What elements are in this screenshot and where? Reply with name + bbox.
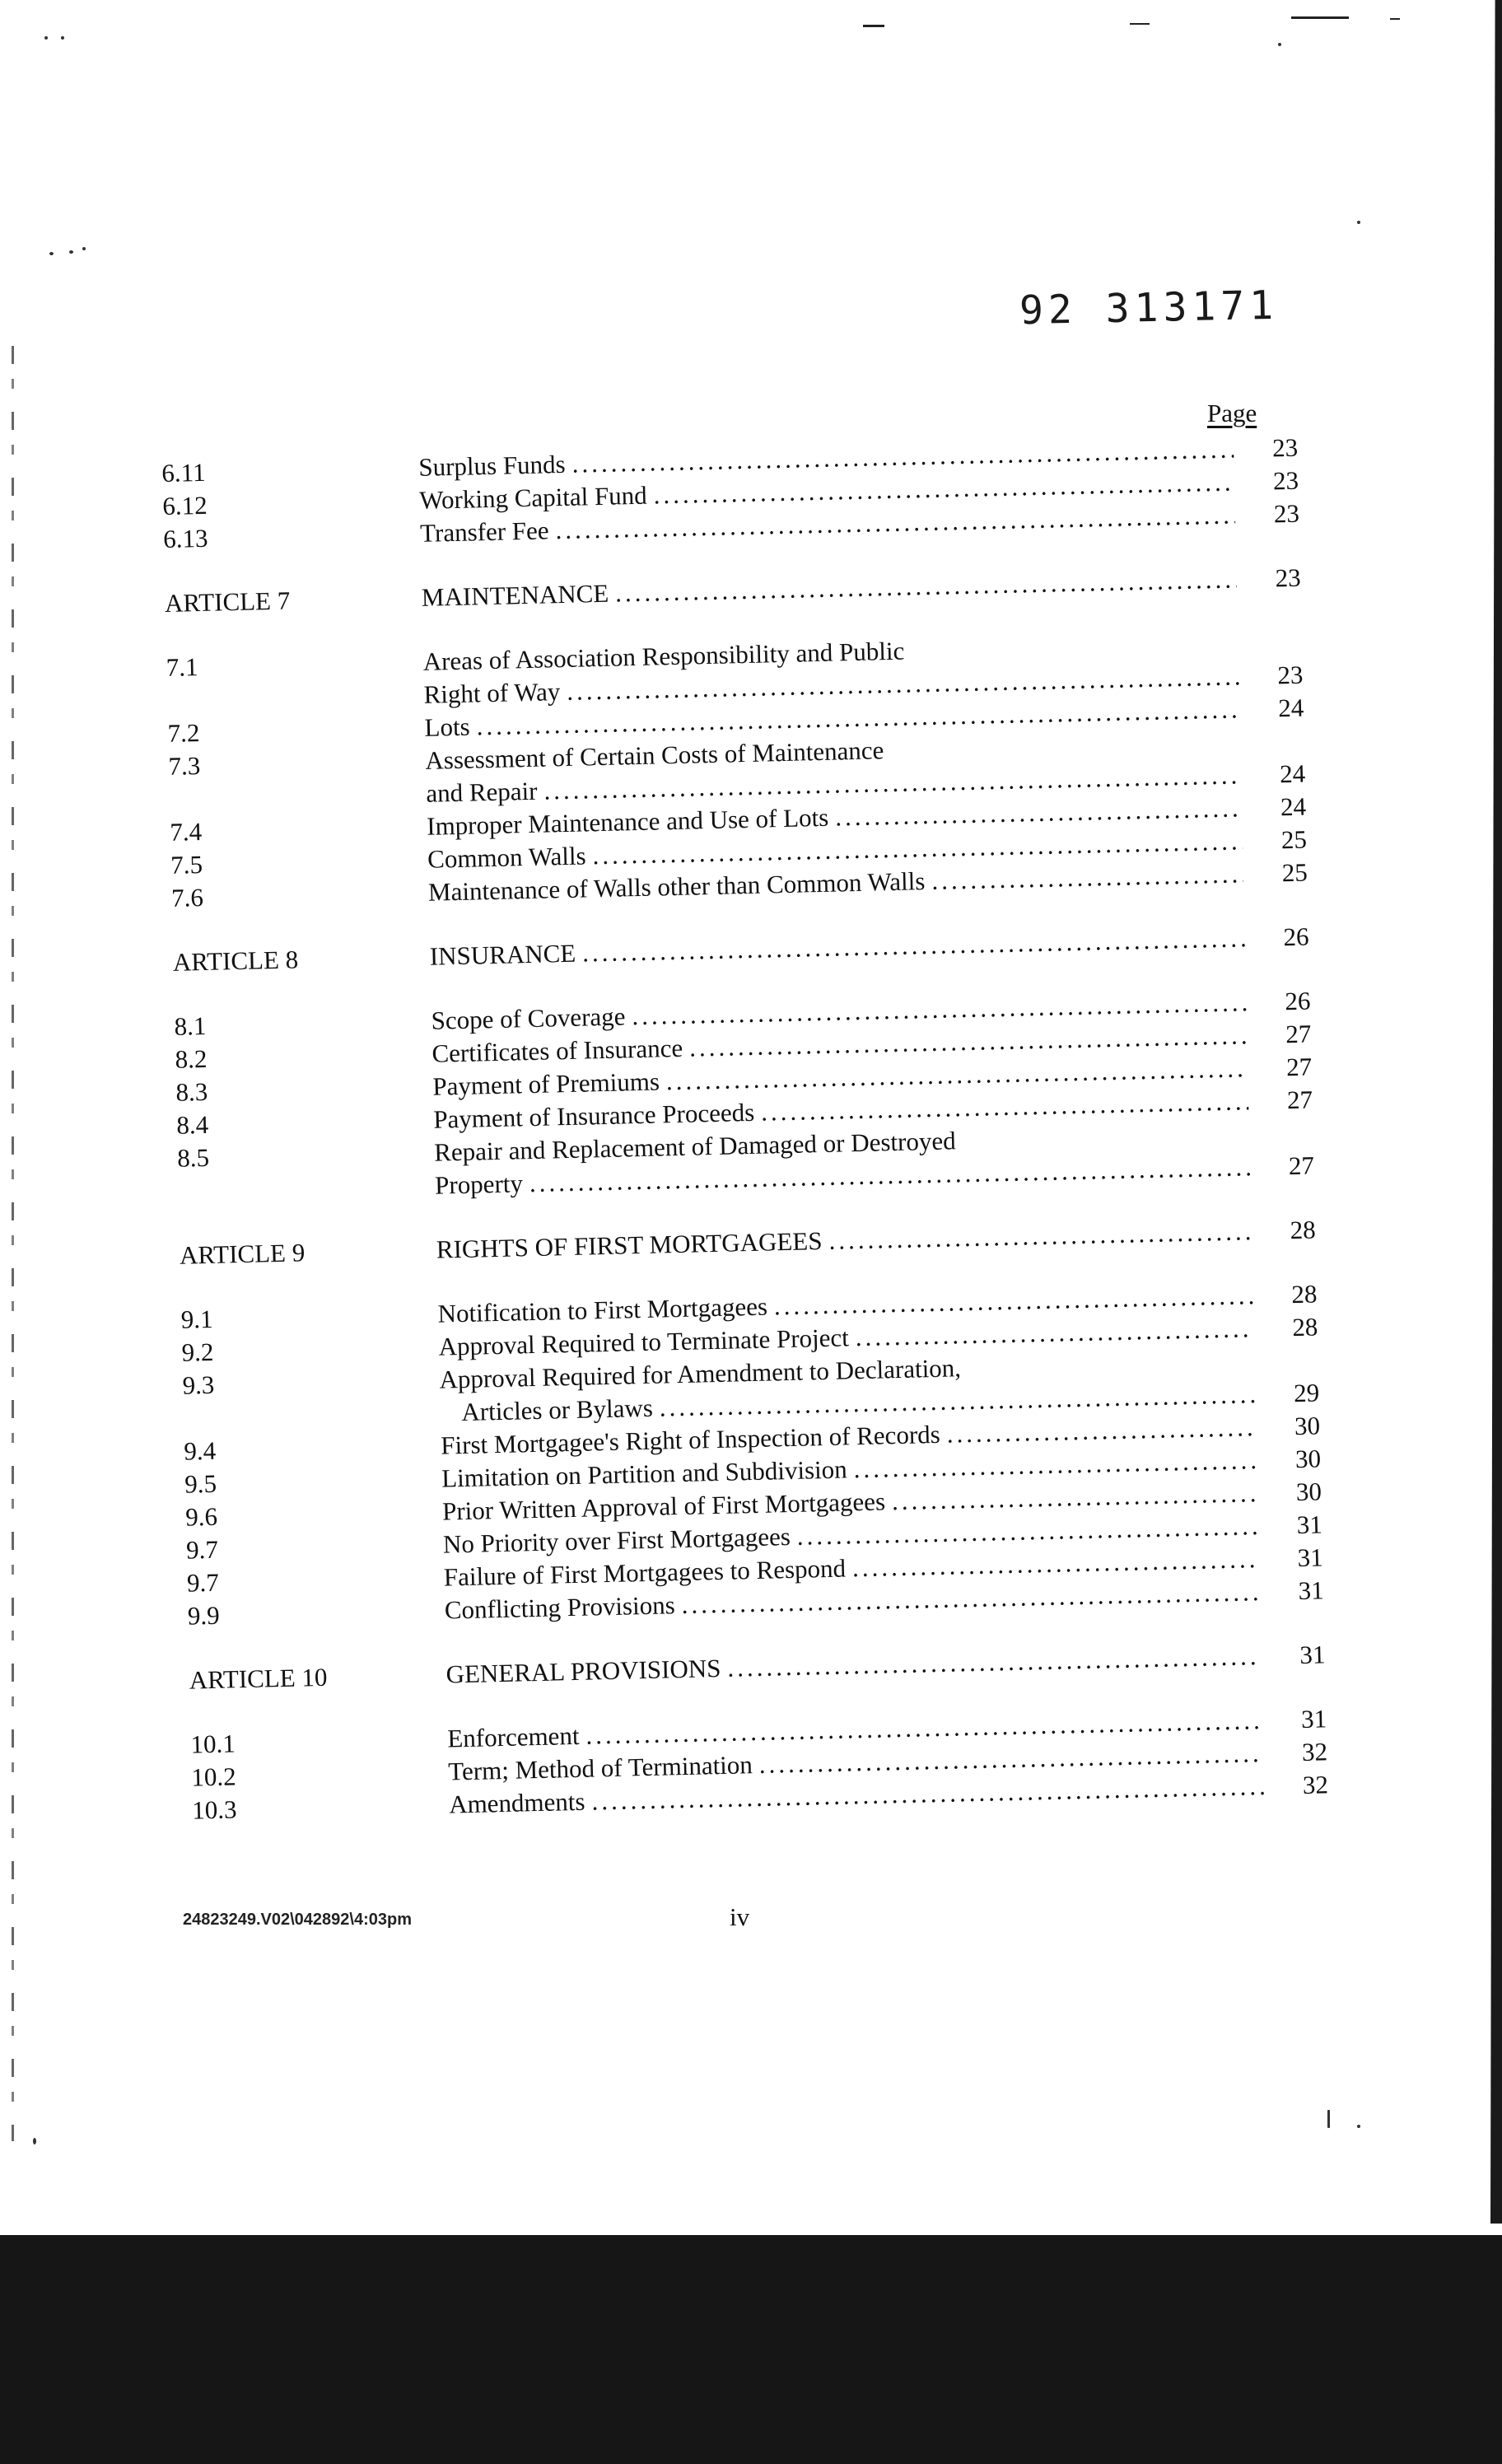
toc-entry-title: Limitation on Partition and Subdivision ..... (441, 1444, 1269, 1496)
toc-entry-page: 31 (1296, 1510, 1323, 1540)
toc-entry-page: 31 (1300, 1704, 1327, 1734)
toc-entry-page: 28 (1290, 1215, 1317, 1245)
scan-speck (1357, 2125, 1360, 2128)
toc-entry-title: Areas of Association Responsibility and Public (422, 636, 905, 676)
footer-page-number: iv (730, 1902, 750, 1931)
toc-entry-title: Maintenance of Walls other than Common Walls ..... (428, 857, 1256, 909)
toc-entry-title: Certificates of Insurance ..... (431, 1019, 1259, 1071)
toc-entry-page: 23 (1275, 562, 1302, 593)
toc-entry-number: 7.6 (170, 882, 204, 912)
toc-entry-number: 6.12 (161, 490, 208, 520)
toc-entry-title: Amendments ..... (449, 1770, 1276, 1822)
toc-entry-page: 31 (1297, 1542, 1324, 1573)
toc-entry-page: 26 (1284, 986, 1311, 1016)
footer-document-code: 24823249.V02\042892\4:03pm (183, 1911, 413, 1929)
toc-entry-number: 6.11 (161, 457, 206, 488)
scan-speck (82, 247, 86, 250)
scan-mark (1291, 16, 1349, 19)
toc-entry-title: Working Capital Fund ..... (419, 465, 1247, 517)
toc-entry-page: 27 (1288, 1150, 1315, 1181)
toc-entry-page: 24 (1280, 791, 1307, 822)
toc-entry-page: 23 (1276, 660, 1304, 690)
toc-entry-title: Approval Required to Terminate Project ..... (438, 1312, 1266, 1364)
toc-entry-page: 24 (1279, 758, 1306, 789)
toc-entry-number: 7.1 (166, 652, 198, 682)
toc-entry-title: Lots ..... (424, 693, 1252, 744)
toc-entry-number: ARTICLE 10 (189, 1662, 328, 1695)
toc-entry-page: 25 (1281, 857, 1308, 888)
toc-entry-page: 23 (1273, 498, 1300, 529)
toc-entry-page: 32 (1301, 1737, 1328, 1766)
toc-entry-title: Common Walls ..... (427, 824, 1255, 876)
toc-entry-number: 7.2 (167, 718, 200, 748)
toc-entry-title: INSURANCE ..... (429, 922, 1257, 973)
toc-entry-number: 9.6 (184, 1501, 218, 1532)
toc-entry-page: 27 (1286, 1085, 1313, 1115)
toc-entry-page: 30 (1294, 1444, 1322, 1474)
leader-dots (931, 857, 1243, 898)
toc-entry-title: Repair and Replacement of Damaged or Destroyed (433, 1126, 957, 1167)
toc-entry-title: Conflicting Provisions ..... (444, 1575, 1271, 1627)
toc-entry-page: 26 (1283, 922, 1309, 952)
toc-entry-title: Notification to First Mortgagees ..... (437, 1279, 1265, 1331)
toc-entry-title: RIGHTS OF FIRST MORTGAGEES ..... (436, 1215, 1263, 1267)
toc-entry-number: 10.3 (191, 1794, 237, 1825)
page-column-heading: Page (1207, 399, 1257, 427)
toc-entry-page: 23 (1272, 465, 1299, 496)
toc-entry-title: First Mortgagee's Right of Inspection of Records ..... (441, 1411, 1268, 1463)
toc-entry-page: 28 (1291, 1279, 1318, 1309)
toc-entry-number: ARTICLE 7 (164, 586, 291, 618)
scan-speck (49, 252, 54, 255)
scan-left-edge-artifact (12, 346, 14, 2141)
scan-speck (1357, 221, 1360, 224)
scan-mark (1390, 18, 1400, 20)
toc-entry-page: 31 (1299, 1640, 1326, 1670)
toc-entry-page: 31 (1298, 1575, 1324, 1606)
toc-entry-title: Improper Maintenance and Use of Lots ..... (427, 791, 1254, 843)
toc-entry-title: GENERAL PROVISIONS ..... (445, 1640, 1273, 1692)
scan-speck (33, 2138, 36, 2144)
toc-entry-number: 9.2 (181, 1337, 214, 1367)
toc-entry-title: Transfer Fee ..... (420, 498, 1248, 550)
toc-entry-number: 8.3 (175, 1076, 208, 1107)
toc-entry-page: 27 (1285, 1019, 1312, 1049)
toc-entry-number: 9.7 (185, 1534, 219, 1565)
toc-entry-title: Articles or Bylaws ..... (440, 1378, 1267, 1430)
table-of-contents (161, 432, 1328, 1827)
scan-speck (69, 250, 73, 254)
toc-entry-page: 28 (1291, 1312, 1318, 1342)
scan-right-edge-shadow (1490, 0, 1502, 2224)
toc-entry-title: and Repair ..... (426, 758, 1253, 810)
toc-entry-page: 24 (1277, 693, 1304, 723)
toc-entry-title: Assessment of Certain Costs of Maintenance (425, 735, 884, 775)
document-number: 92 313171 (1019, 282, 1279, 334)
toc-entry-title: Failure of First Mortgagees to Respond ..... (444, 1542, 1271, 1594)
toc-entry-title: Term; Method of Termination ..... (448, 1737, 1276, 1789)
toc-entry-number: 9.5 (184, 1468, 217, 1499)
toc-entry-title: MAINTENANCE ..... (422, 562, 1249, 614)
toc-entry-number: 8.5 (176, 1142, 210, 1173)
toc-entry-title: Approval Required for Amendment to Declaration, (439, 1353, 962, 1394)
toc-entry-number: ARTICLE 9 (179, 1238, 306, 1270)
toc-entry-number: 9.4 (183, 1435, 217, 1466)
toc-entry-title: Enforcement ..... (447, 1704, 1275, 1756)
toc-entry-title: Surplus Funds ..... (418, 432, 1246, 484)
toc-entry-title: Right of Way ..... (423, 660, 1251, 712)
toc-entry-page: 29 (1293, 1378, 1320, 1408)
toc-entry-page: 32 (1302, 1770, 1329, 1799)
toc-entry-number: 9.3 (182, 1370, 215, 1400)
toc-entry-number: 9.7 (186, 1567, 220, 1598)
toc-entry-number: 7.5 (170, 849, 203, 880)
toc-entry-page: 25 (1280, 824, 1308, 855)
toc-entry-title: Payment of Insurance Proceeds ..... (433, 1085, 1261, 1136)
toc-entry-title: Property ..... (435, 1150, 1262, 1202)
scan-mark (1130, 23, 1150, 25)
toc-entry-number: 7.3 (168, 751, 201, 781)
toc-entry-number: 9.1 (180, 1304, 213, 1334)
toc-entry-page: 23 (1271, 432, 1299, 463)
toc-entry-title: No Priority over First Mortgagees ..... (443, 1510, 1271, 1561)
toc-entry-page: 30 (1294, 1411, 1321, 1441)
toc-entry-number: 6.13 (162, 523, 208, 553)
scan-mark (863, 25, 884, 27)
toc-entry-number: 10.1 (190, 1729, 236, 1759)
scan-speck (1278, 43, 1281, 46)
toc-entry-number: 8.4 (176, 1109, 209, 1140)
scan-bottom-shadow (0, 2235, 1502, 2464)
toc-entry-number: ARTICLE 8 (172, 945, 299, 977)
scan-speck (61, 36, 64, 40)
toc-entry-number: 8.2 (175, 1043, 208, 1074)
scan-speck (1327, 2110, 1330, 2128)
scan-speck (44, 36, 48, 40)
toc-entry-number: 10.2 (190, 1762, 237, 1792)
toc-entry-title: Prior Written Approval of First Mortgagees ..... (442, 1477, 1270, 1528)
toc-entry-title: Scope of Coverage ..... (431, 986, 1258, 1038)
toc-entry-number: 9.9 (187, 1600, 221, 1631)
toc-entry-title: Payment of Premiums ..... (432, 1052, 1260, 1104)
toc-entry-number: 7.4 (169, 817, 203, 847)
toc-entry-number: 8.1 (174, 1010, 207, 1041)
toc-entry-page: 27 (1285, 1052, 1313, 1082)
toc-entry-page: 30 (1295, 1477, 1322, 1507)
